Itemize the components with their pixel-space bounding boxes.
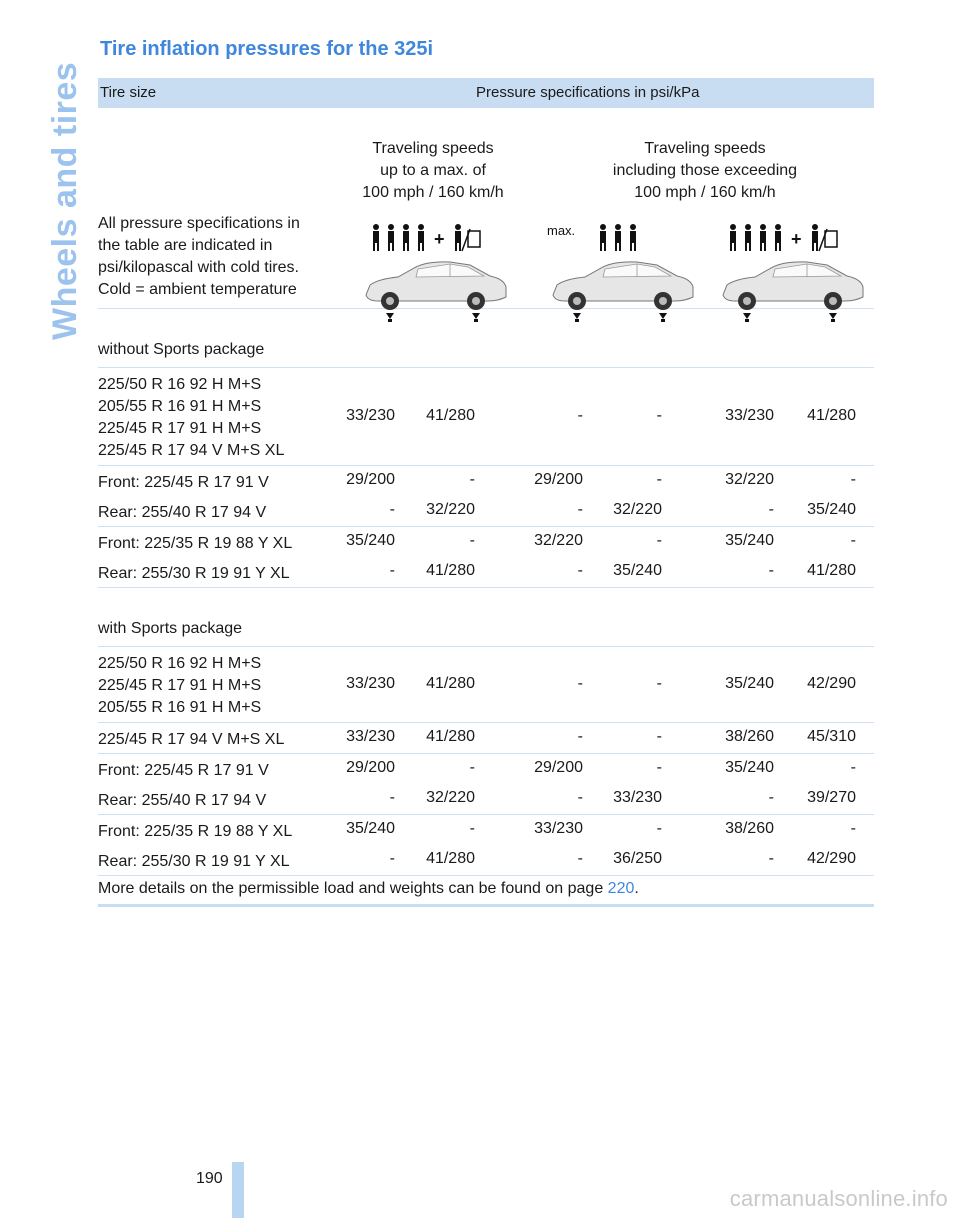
tire-size-cell: 225/50 R 16 92 H M+S 205/55 R 16 91 H M+S 225/45 R 17 91 H M+S 225/45 R 17 94 V M+S XL: [98, 376, 285, 459]
pressure-value-cell: 35/240: [346, 820, 395, 837]
pressure-value-cell: 33/230: [534, 820, 583, 837]
pressure-value-cell: -: [656, 532, 662, 549]
load-full-passengers-luggage-icon: [715, 221, 865, 321]
pressure-value-cell: 41/280: [807, 562, 856, 579]
pressure-value-cell: 32/220: [534, 532, 583, 549]
page-number-bar: [232, 1162, 244, 1218]
table-row: [98, 815, 874, 845]
tire-size-cell: 225/45 R 17 94 V M+S XL: [98, 731, 285, 748]
pressure-value-cell: -: [768, 501, 774, 518]
pressure-value-cell: -: [389, 501, 395, 518]
table-row: [98, 647, 874, 723]
pressure-value-cell: 35/240: [807, 501, 856, 518]
pressure-value-cell: 33/230: [346, 728, 395, 745]
pressure-value-cell: 32/220: [613, 501, 662, 518]
pressure-value-cell: -: [656, 728, 662, 745]
table-row: [98, 784, 874, 815]
table-row: [98, 527, 874, 557]
pressure-value-cell: -: [577, 674, 583, 692]
table-row: [98, 557, 874, 588]
tire-size-cell: Front: 225/35 R 19 88 Y XL: [98, 823, 293, 840]
table-row: [98, 368, 874, 466]
watermark: carmanualsonline.info: [729, 1186, 948, 1211]
side-section-title: Wheels and tires: [46, 61, 84, 340]
pressure-value-cell: 32/220: [725, 471, 774, 488]
package-group-label: without Sports package: [98, 309, 874, 368]
tire-size-cell: Rear: 255/30 R 19 91 Y XL: [98, 853, 290, 870]
pressure-value-cell: -: [469, 759, 475, 776]
tire-size-cell: Rear: 255/30 R 19 91 Y XL: [98, 565, 290, 582]
table-row: [98, 754, 874, 784]
pressure-value-cell: -: [768, 850, 774, 867]
tire-size-cell: Front: 225/35 R 19 88 Y XL: [98, 535, 293, 552]
pressure-value-cell: 41/280: [426, 728, 475, 745]
svg-text:+: +: [791, 229, 802, 249]
pressure-value-cell: -: [577, 789, 583, 806]
pressure-value-cell: -: [768, 562, 774, 579]
pressure-value-cell: 29/200: [346, 471, 395, 488]
pressure-value-cell: 42/290: [807, 850, 856, 867]
table-header: [98, 78, 874, 108]
pressure-value-cell: 33/230: [725, 406, 774, 424]
speed-low-heading: Traveling speeds up to a max. of 100 mph / 160 km/h: [362, 140, 504, 201]
pressure-value-cell: 32/220: [426, 789, 475, 806]
pressure-value-cell: -: [656, 406, 662, 424]
speed-high-heading: Traveling speeds including those exceeding 100 mph / 160 km/h: [612, 140, 798, 201]
pressure-value-cell: -: [656, 820, 662, 837]
pressure-value-cell: -: [656, 471, 662, 488]
pressure-value-cell: -: [850, 820, 856, 837]
pressure-table: [98, 78, 874, 907]
pressure-value-cell: 45/310: [807, 728, 856, 745]
pressure-value-cell: -: [656, 759, 662, 776]
page-number: 190: [196, 1170, 223, 1187]
table-bottom-rule: [98, 904, 874, 907]
pressure-value-cell: 29/200: [534, 471, 583, 488]
pressure-value-cell: 42/290: [807, 674, 856, 692]
package-group-label: with Sports package: [98, 588, 874, 647]
pressure-value-cell: 33/230: [346, 674, 395, 692]
svg-text:+: +: [434, 229, 445, 249]
pressure-value-cell: 35/240: [725, 759, 774, 776]
pressure-value-cell: -: [577, 406, 583, 424]
pressure-value-cell: -: [577, 562, 583, 579]
pressure-value-cell: -: [850, 471, 856, 488]
tire-size-cell: Front: 225/45 R 17 91 V: [98, 762, 269, 779]
pressure-value-cell: -: [768, 789, 774, 806]
footer-note: More details on the permissible load and weights can be found on page 220.: [98, 880, 639, 897]
pressure-value-cell: -: [577, 728, 583, 745]
pressure-value-cell: -: [850, 759, 856, 776]
pressure-value-cell: 29/200: [534, 759, 583, 776]
pressure-header: Pressure specifications in psi/kPa: [476, 84, 700, 101]
pressure-value-cell: -: [469, 532, 475, 549]
pressure-value-cell: -: [850, 532, 856, 549]
max-label: max.: [547, 223, 576, 238]
pressure-value-cell: 41/280: [426, 850, 475, 867]
speed-header-row: [98, 108, 874, 309]
pressure-value-cell: 35/240: [346, 532, 395, 549]
tire-size-cell: 225/50 R 16 92 H M+S 225/45 R 17 91 H M+S 205/55 R 16 91 H M+S: [98, 655, 262, 716]
pressure-value-cell: -: [389, 789, 395, 806]
pressure-value-cell: 35/240: [725, 532, 774, 549]
tire-size-header: Tire size: [100, 84, 157, 101]
load-max-passengers-icon: [545, 221, 695, 321]
pressure-value-cell: 41/280: [426, 674, 475, 692]
tire-size-cell: Rear: 255/40 R 17 94 V: [98, 504, 267, 521]
tire-size-cell: Rear: 255/40 R 17 94 V: [98, 792, 267, 809]
pressure-value-cell: 33/230: [346, 406, 395, 424]
page-title: Tire inflation pressures for the 325i: [100, 38, 434, 60]
pressure-value-cell: -: [469, 471, 475, 488]
table-row: [98, 466, 874, 496]
pressure-value-cell: 39/270: [807, 789, 856, 806]
pressure-value-cell: 38/260: [725, 820, 774, 837]
pressure-value-cell: 35/240: [613, 562, 662, 579]
pressure-value-cell: 32/220: [426, 501, 475, 518]
pressure-value-cell: 41/280: [426, 562, 475, 579]
page-link[interactable]: 220: [607, 880, 635, 897]
pressure-value-cell: -: [389, 850, 395, 867]
pressure-value-cell: 35/240: [725, 674, 774, 692]
tire-size-cell: Front: 225/45 R 17 91 V: [98, 474, 269, 491]
cold-tire-note: All pressure specifications in the table are indicated in psi/kilopascal with cold tires. Cold = ambient temperature: [98, 215, 300, 298]
pressure-value-cell: 38/260: [725, 728, 774, 745]
table-row: [98, 723, 874, 754]
pressure-value-cell: 29/200: [346, 759, 395, 776]
pressure-value-cell: 41/280: [426, 406, 475, 424]
table-row: [98, 496, 874, 527]
pressure-value-cell: 33/230: [613, 789, 662, 806]
pressure-value-cell: 36/250: [613, 850, 662, 867]
pressure-value-cell: -: [577, 850, 583, 867]
pressure-value-cell: -: [389, 562, 395, 579]
pressure-value-cell: -: [656, 674, 662, 692]
table-row: [98, 845, 874, 876]
pressure-value-cell: -: [469, 820, 475, 837]
pressure-value-cell: 41/280: [807, 406, 856, 424]
load-full-passengers-luggage-icon: [358, 221, 508, 321]
pressure-value-cell: -: [577, 501, 583, 518]
